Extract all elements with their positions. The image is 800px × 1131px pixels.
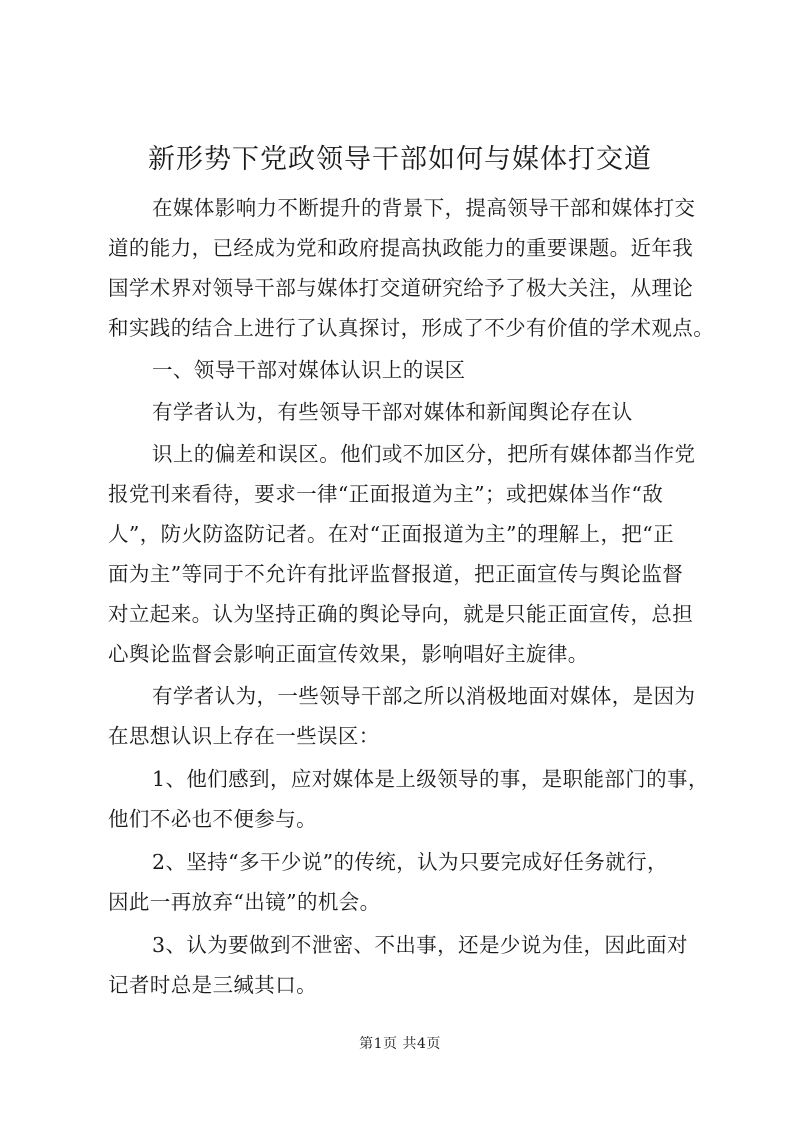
- list-item-line: 记者时总是三缄其口。: [108, 973, 317, 997]
- paragraph-line: 道的能力，已经成为党和政府提高执政能力的重要课题。近年我: [108, 236, 694, 260]
- paragraph-line: 识上的偏差和误区。他们或不加区分，把所有媒体都当作党: [152, 442, 696, 466]
- paragraph-line: 和实践的结合上进行了认真探讨，形成了不少有价值的学术观点。: [108, 316, 715, 340]
- paragraph-line: 人”，防火防盗防记者。在对“正面报道为主”的理解上，把“正: [108, 522, 675, 546]
- paragraph-line: 报党刊来看待，要求一律“正面报道为主”；或把媒体当作“敌: [108, 482, 664, 506]
- list-item-line: 3、认为要做到不泄密、不出事，还是少说为佳，因此面对: [152, 933, 688, 957]
- list-item-line: 2、坚持“多干少说”的传统，认为只要完成好任务就行，: [152, 850, 668, 874]
- paragraph-line: 心舆论监督会影响正面宣传效果，影响唱好主旋律。: [108, 642, 589, 666]
- paragraph-line: 对立起来。认为坚持正确的舆论导向，就是只能正面宣传，总担: [108, 602, 694, 626]
- document-title: 新形势下党政领导干部如何与媒体打交道: [148, 144, 652, 175]
- paragraph-line: 面为主”等同于不允许有批评监督报道，把正面宣传与舆论监督: [108, 562, 684, 586]
- page-number: 第1页 共4页: [359, 1036, 441, 1052]
- list-item-line: 因此一再放弃“出镜”的机会。: [108, 890, 381, 914]
- section-heading: 一、领导干部对媒体认识上的误区: [152, 358, 466, 382]
- list-item-line: 他们不必也不便参与。: [108, 807, 317, 831]
- paragraph-line: 有学者认为，有些领导干部对媒体和新闻舆论存在认: [152, 400, 633, 424]
- paragraph-line: 国学术界对领导干部与媒体打交道研究给予了极大关注，从理论: [108, 276, 694, 300]
- paragraph-line: 有学者认为，一些领导干部之所以消极地面对媒体，是因为: [152, 684, 696, 708]
- paragraph-line: 在媒体影响力不断提升的背景下，提高领导干部和媒体打交: [152, 196, 696, 220]
- paragraph-line: 在思想认识上存在一些误区：: [108, 724, 380, 748]
- list-item-line: 1、他们感到，应对媒体是上级领导的事，是职能部门的事，: [152, 767, 709, 791]
